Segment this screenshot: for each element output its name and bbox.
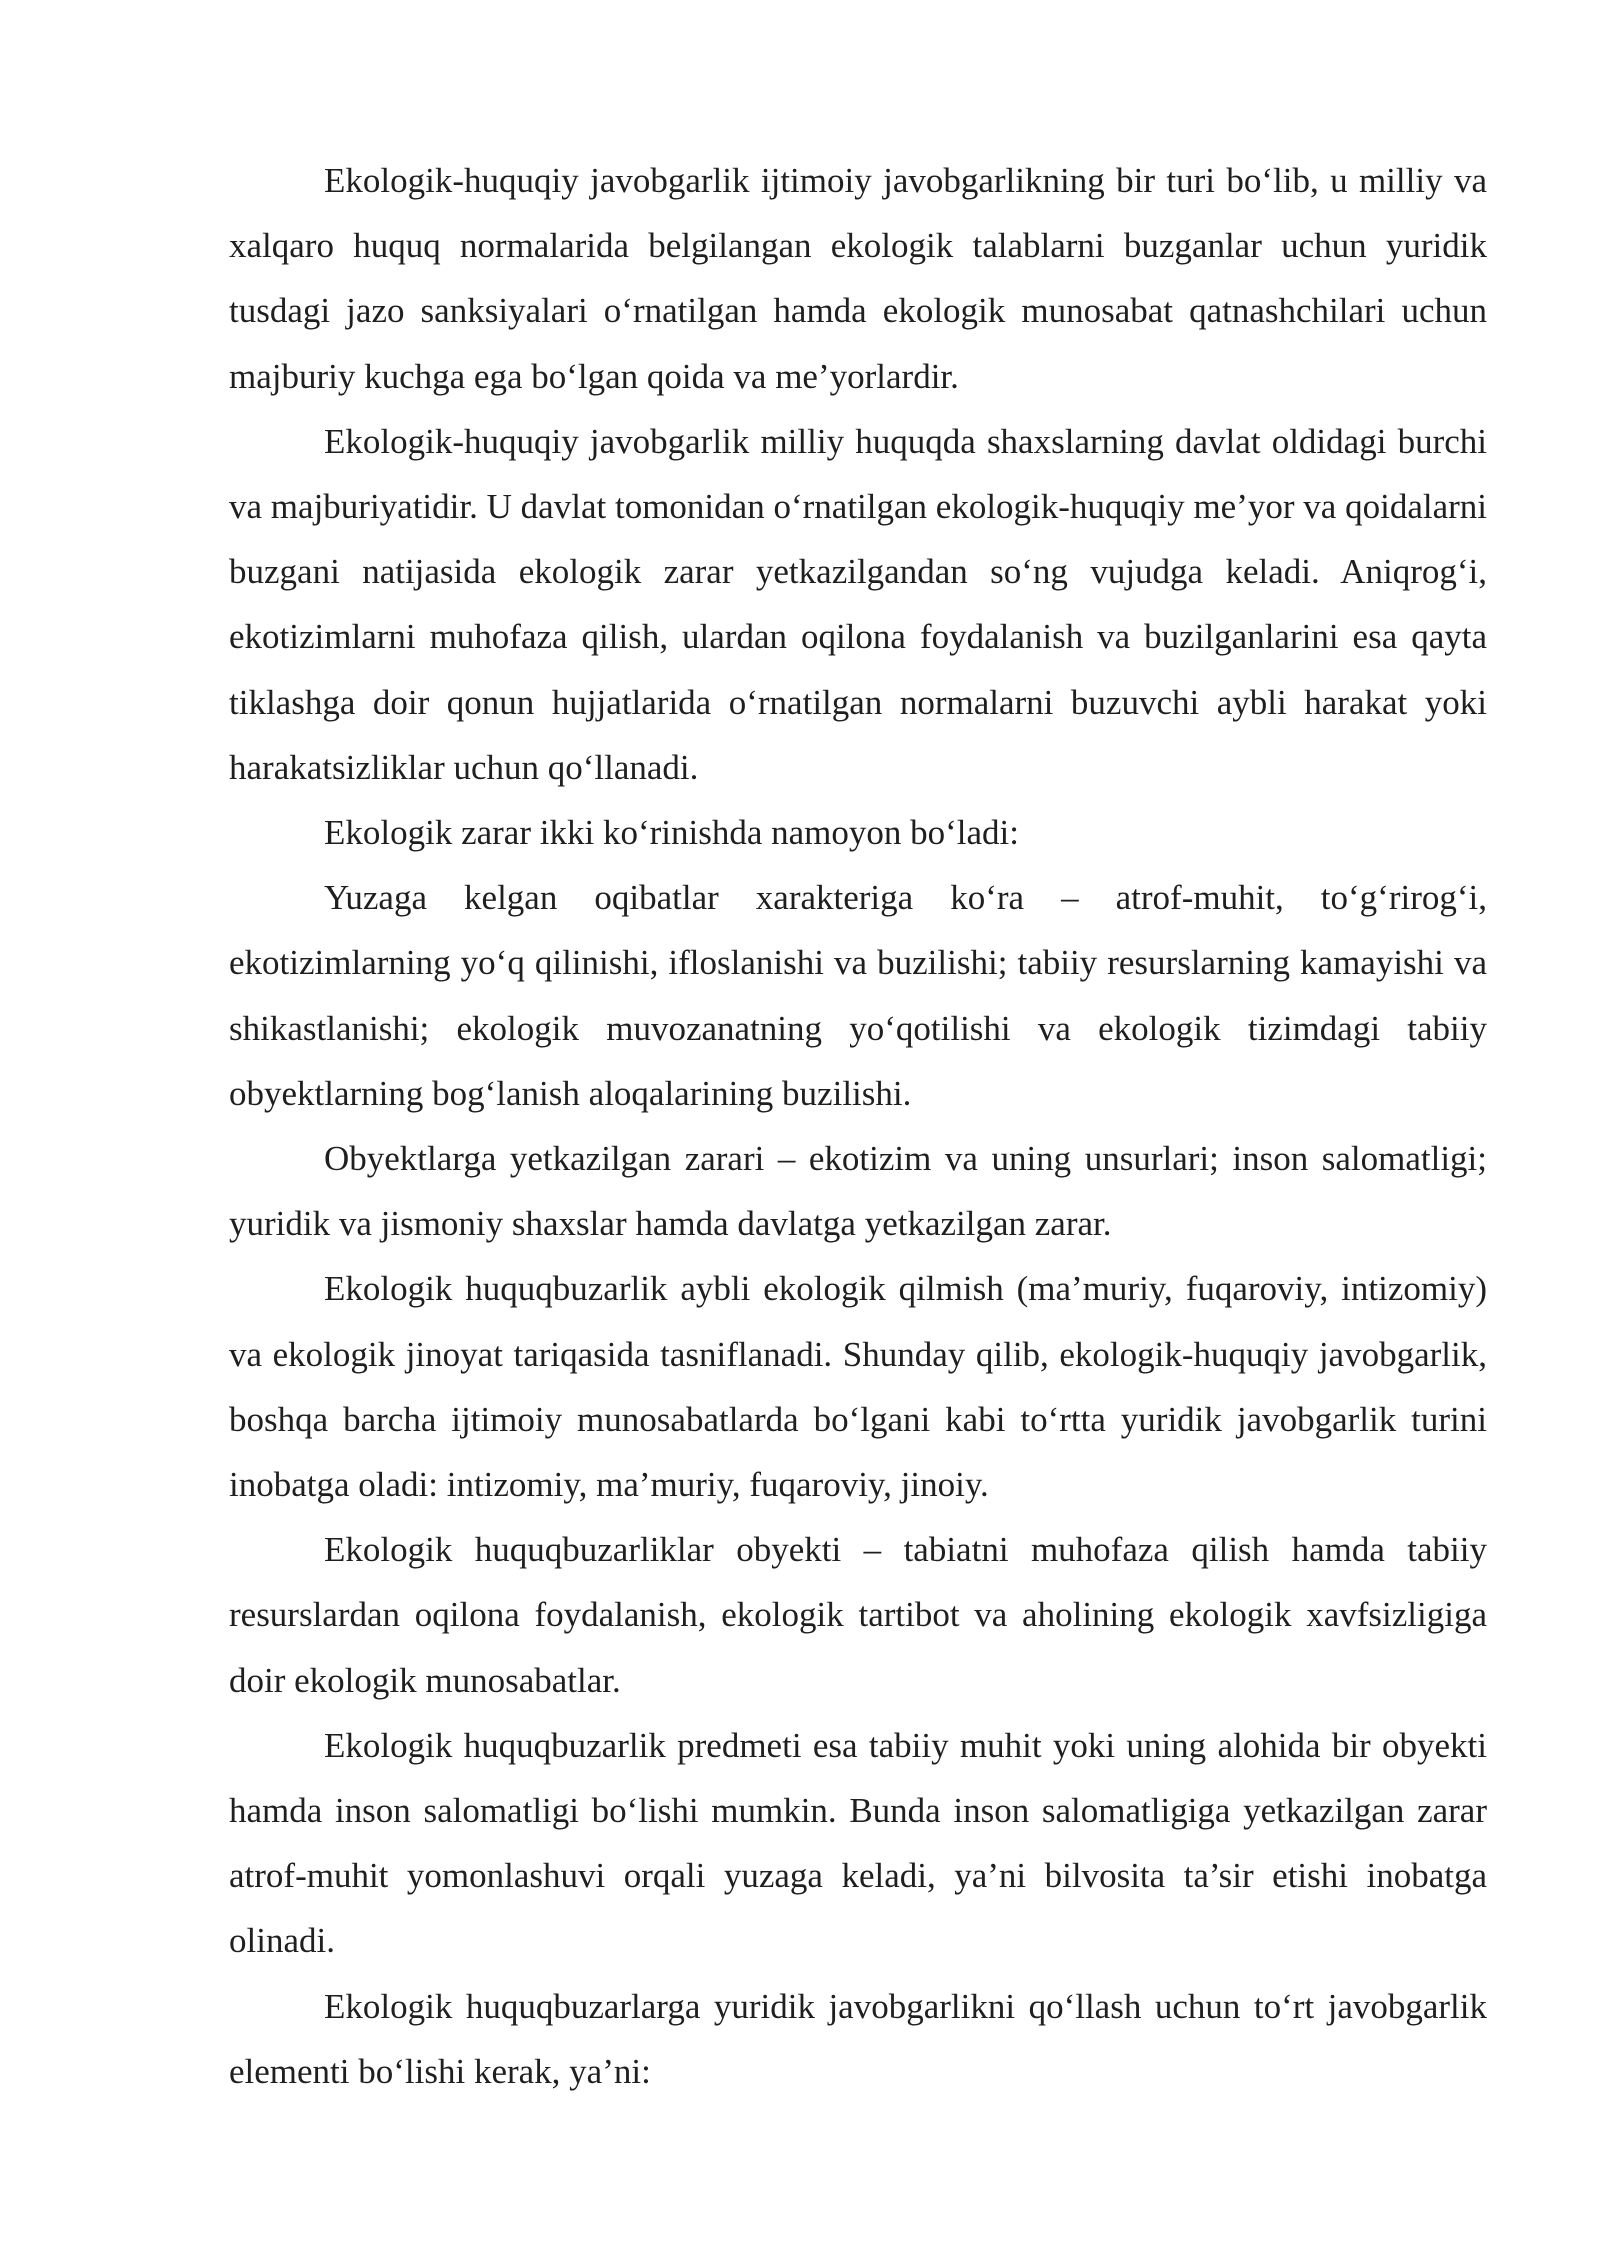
paragraph-7: Ekologik huquqbuzarliklar obyekti – tabiatni muhofaza qilish hamda tabiiy resurslardan oqilona foydalanish, ekologik tartibot va aholining ekologik xavfsizligiga doir ekologik munosabatlar. <box>229 1530 1487 1700</box>
paragraph-4: Yuzaga kelgan oqibatlar xarakteriga ko‘ra – atrof-muhit, to‘g‘rirog‘i, ekotizimlarning yo‘q qilinishi, ifloslanishi va buzilishi; tabiiy resurslarning kamayishi va shikastlanishi; ekologik muvozanatning yo‘qotilishi va ekologik tizimdagi tabiiy obyektlarning bog‘lanish aloqalarining buzilishi. <box>229 878 1487 1113</box>
paragraph-5: Obyektlarga yetkazilgan zarari – ekotizim va uning unsurlari; inson salomatligi; yuridik va jismoniy shaxslar hamda davlatga yetkazilgan zarar. <box>229 1139 1487 1244</box>
paragraph-8: Ekologik huquqbuzarlik predmeti esa tabiiy muhit yoki uning alohida bir obyekti hamda inson salomatligi bo‘lishi mumkin. Bunda inson salomatligiga yetkazilgan zarar atrof-muhit yomonlashuvi orqali yuzaga keladi, ya’ni bilvosita ta’sir etishi inobatga olinadi. <box>229 1725 1487 1961</box>
paragraph-1: Ekologik-huquqiy javobgarlik ijtimoiy javobgarlikning bir turi bo‘lib, u milliy va xalqaro huquq normalarida belgilangan ekologik talablarni buzganlar uchun yuridik tusdagi jazo sanksiyalari o‘rnatilgan hamda ekologik munosabat qatnashchilari uchun majburiy kuchga ega bo‘lgan qoida va me’yorlardir. <box>229 161 1487 396</box>
paragraph-6: Ekologik huquqbuzarlik aybli ekologik qilmish (ma’muriy, fuqaroviy, intizomiy) va ekologik jinoyat tariqasida tasniflanadi. Shunday qilib, ekologik-huquqiy javobgarlik, boshqa barcha ijtimoiy munosabatlarda bo‘lgani kabi to‘rtta yuridik javobgarlik turini inobatga oladi: intizomiy, ma’muriy, fuqaroviy, jinoiy. <box>229 1269 1487 1505</box>
paragraph-2: Ekologik-huquqiy javobgarlik milliy huquqda shaxslarning davlat oldidagi burchi va majburiyatidir. U davlat tomonidan o‘rnatilgan ekologik-huquqiy me’yor va qoidalarni buzgani natijasida ekologik zarar yetkazilgandan so‘ng vujudga keladi. Aniqrog‘i, ekotizimlarni muhofaza qilish, ulardan oqilona foydalanish va buzilganlarini esa qayta tiklashga doir qonun hujjatlarida o‘rnatilgan normalarni buzuvchi aybli harakat yoki harakatsizliklar uchun qo‘llanadi. <box>229 421 1487 787</box>
paragraph-9: Ekologik huquqbuzarlarga yuridik javobgarlikni qo‘llash uchun to‘rt javobgarlik elementi bo‘lishi kerak, ya’ni: <box>229 1986 1487 2091</box>
paragraph-3: Ekologik zarar ikki ko‘rinishda namoyon bo‘ladi: <box>324 813 1019 853</box>
document-page <box>229 148 1487 2104</box>
